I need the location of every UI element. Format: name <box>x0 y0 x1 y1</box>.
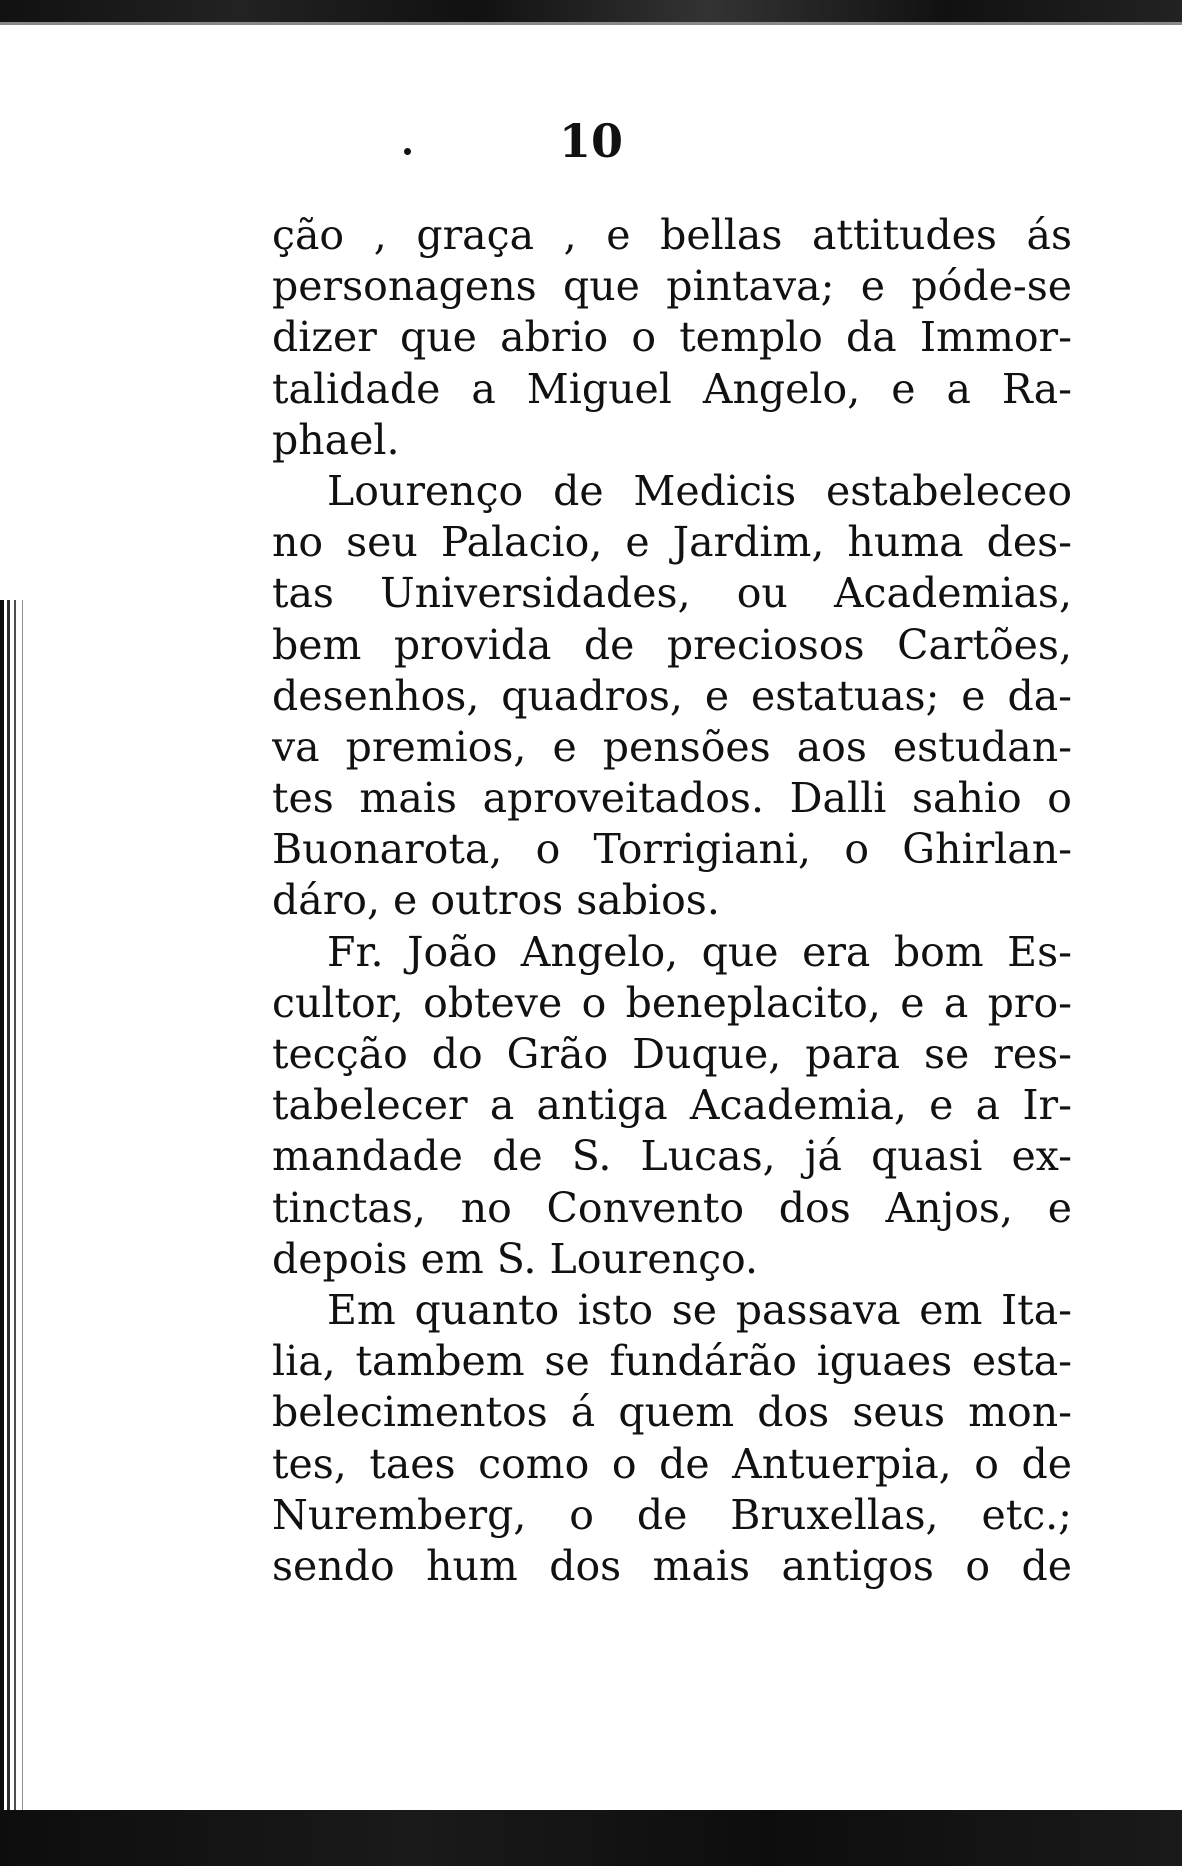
text-line: cultor, obteve o beneplacito, e a pro- <box>272 978 1072 1027</box>
text-line: tas Universidades, ou Academias, <box>272 569 1072 618</box>
text-line: va premios, e pensões aos estudan- <box>272 722 1072 771</box>
page-number: 10 <box>558 114 623 168</box>
text-line: tabelecer a antiga Academia, e a Ir- <box>272 1081 1072 1130</box>
text-line: Nuremberg, o de Bruxellas, etc.; <box>272 1490 1072 1539</box>
text-line: Lourenço de Medicis estabeleceo <box>327 466 1072 515</box>
text-line: tecção do Grão Duque, para se res- <box>272 1030 1072 1078</box>
text-line: Em quanto isto se passava em Ita- <box>327 1285 1072 1334</box>
text-line: ção , graça , e bellas attitudes ás <box>272 211 1072 259</box>
text-line: personagens que pintava; e póde-se <box>272 262 1072 311</box>
text-line: talidade a Miguel Angelo, e a Ra- <box>272 364 1072 413</box>
body-text <box>272 210 1072 1592</box>
text-line: Fr. João Angelo, que era bom Es- <box>327 927 1072 976</box>
scan-bottom-edge <box>0 1810 1182 1866</box>
text-line: dizer que abrio o templo da Immor- <box>272 313 1072 362</box>
text-line: sendo hum dos mais antigos o de <box>272 1541 1072 1590</box>
text-line: depois em S. Lourenço. <box>272 1234 759 1283</box>
text-line: desenhos, quadros, e estatuas; e da- <box>272 671 1072 720</box>
scan-binding-edge <box>0 600 40 1810</box>
text-line: mandade de S. Lucas, já quasi ex- <box>272 1132 1072 1181</box>
text-line: tes, taes como o de Antuerpia, o de <box>272 1439 1072 1488</box>
text-line: belecimentos á quem dos seus mon- <box>272 1388 1072 1437</box>
scan-top-edge <box>0 0 1182 22</box>
text-line: no seu Palacio, e Jardim, huma des- <box>272 518 1072 567</box>
text-line: bem provida de preciosos Cartões, <box>272 620 1072 669</box>
text-line: dáro, e outros sabios. <box>272 876 720 925</box>
text-line: phael. <box>272 415 400 464</box>
text-line: Buonarota, o Torrigiani, o Ghirlan- <box>272 825 1072 874</box>
text-line: tes mais aproveitados. Dalli sahio o <box>272 774 1072 823</box>
text-line: lia, tambem se fundárão iguaes esta- <box>272 1337 1072 1386</box>
text-line: tinctas, no Convento dos Anjos, e <box>272 1183 1072 1232</box>
